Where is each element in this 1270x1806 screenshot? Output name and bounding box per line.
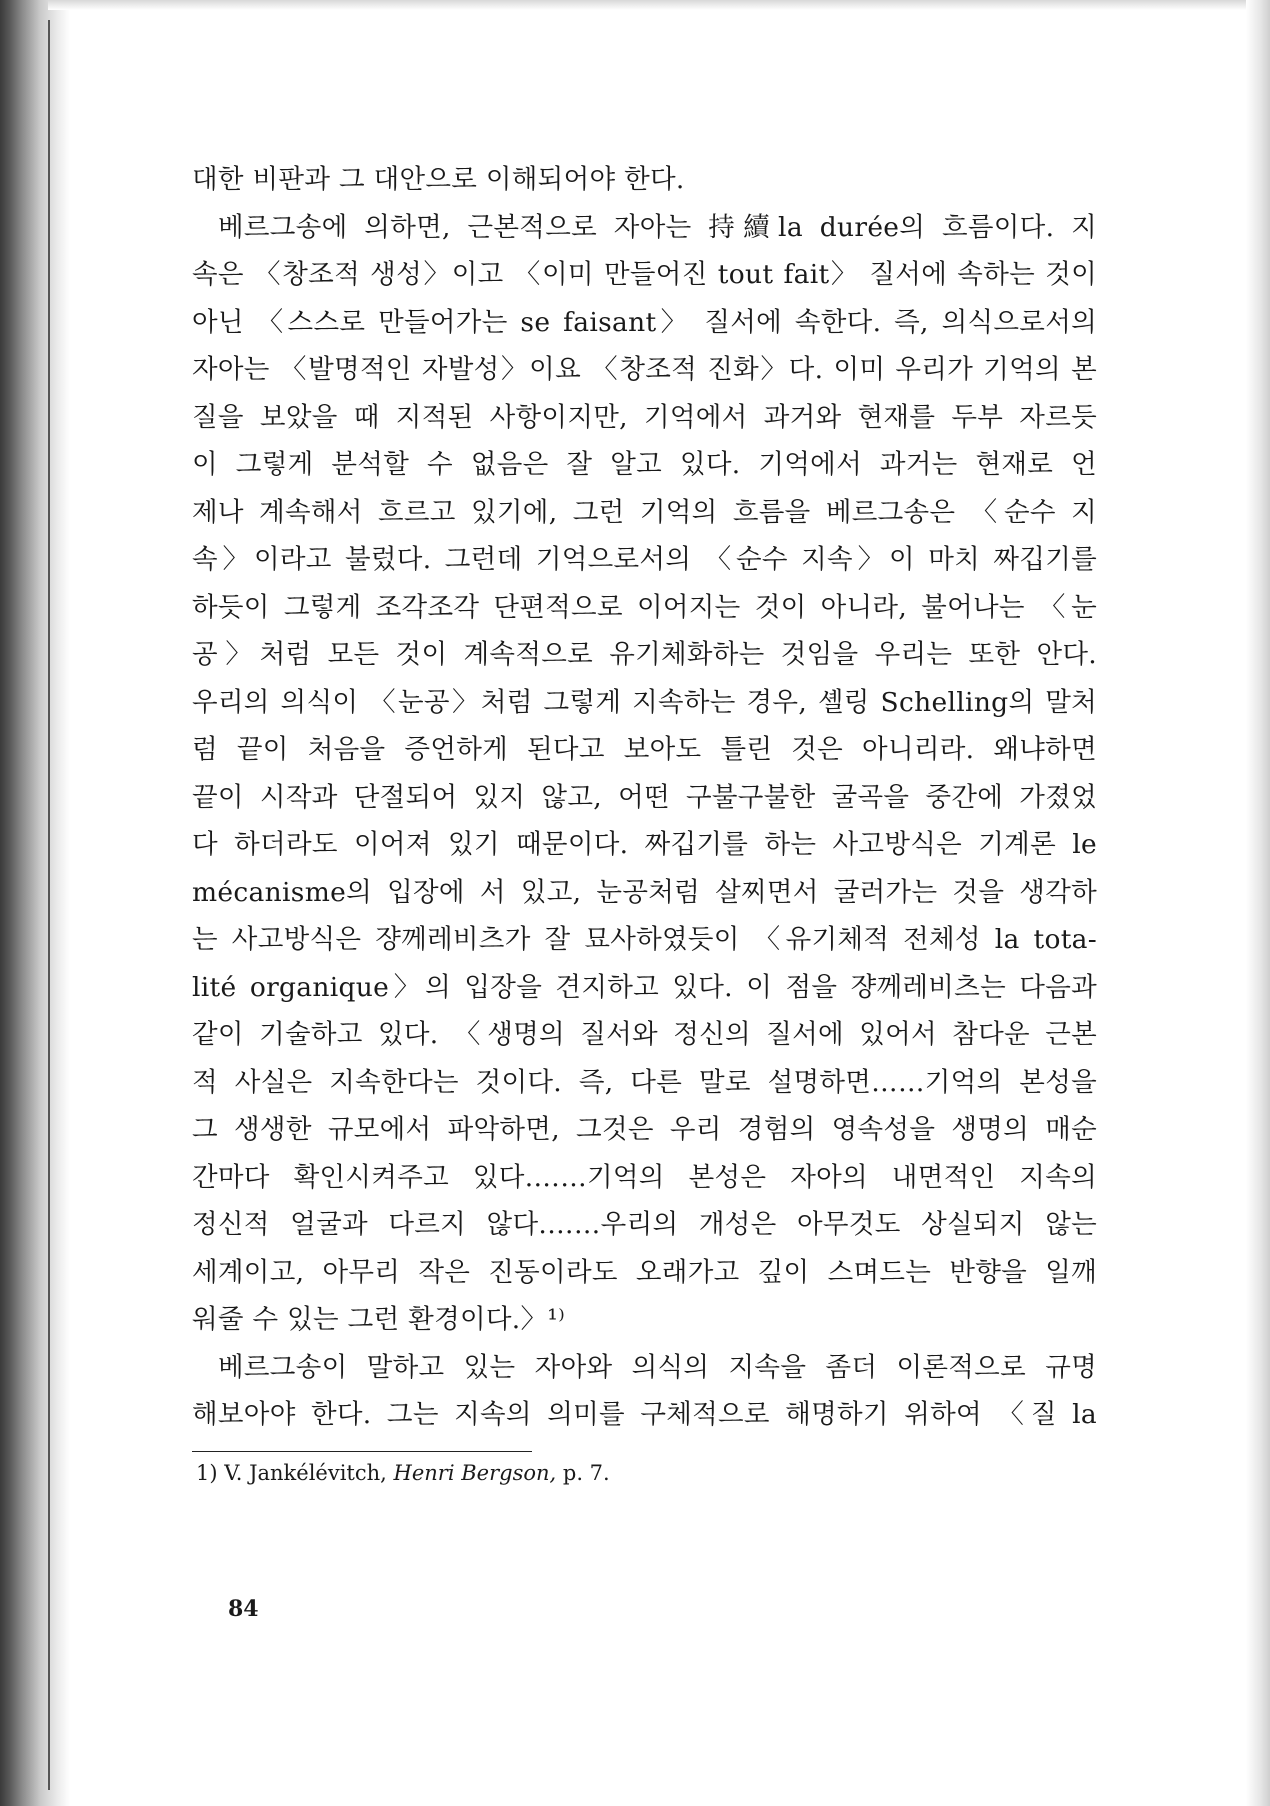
text-line: 세계이고, 아무리 작은 진동이라도 오래가고 깊이 스며드는 반향을 일깨 xyxy=(192,1256,1097,1288)
text-line: 이 그렇게 분석할 수 없음은 잘 알고 있다. 기억에서 과거는 현재로 언 xyxy=(192,449,1097,480)
text-line: 우리의 의식이 〈눈공〉처럼 그렇게 지속하는 경우, 셸링 Schelling의 말처 xyxy=(192,686,1097,718)
page-body xyxy=(192,156,1097,1490)
text-line: 워줄 수 있는 그런 환경이다.〉¹⁾ xyxy=(192,1304,566,1335)
footnote-page: p. 7. xyxy=(562,1460,610,1485)
page-number: 84 xyxy=(228,1596,259,1622)
book-spine-shadow xyxy=(0,0,70,1806)
right-page-shadow xyxy=(1246,0,1270,1806)
text-line: 다 하더라도 이어져 있기 때문이다. 짜깁기를 하는 사고방식은 기계론 le xyxy=(192,829,1097,860)
text-line: 는 사고방식은 쟝께레비츠가 잘 묘사하였듯이 〈유기체적 전체성 la tota- xyxy=(192,924,1097,955)
text-line: 간마다 확인시켜주고 있다.……기억의 본성은 자아의 내면적인 지속의 xyxy=(192,1161,1097,1193)
text-line: 그 생생한 규모에서 파악하면, 그것은 우리 경험의 영속성을 생명의 매순 xyxy=(192,1114,1097,1145)
text-line: 속은 〈창조적 생성〉이고 〈이미 만들어진 tout fait〉 질서에 속하는 것이 xyxy=(192,259,1097,290)
text-line: 하듯이 그렇게 조각조각 단편적으로 이어지는 것이 아니라, 불어나는 〈눈 xyxy=(192,591,1097,623)
text-line: lité organique〉의 입장을 견지하고 있다. 이 점을 쟝께레비츠는 다음과 xyxy=(192,971,1097,1003)
text-line: 끝이 시작과 단절되어 있지 않고, 어떤 구불구불한 굴곡을 중간에 가졌었 xyxy=(192,781,1097,813)
text-line: 해보아야 한다. 그는 지속의 의미를 구체적으로 해명하기 위하여 〈질 la xyxy=(192,1399,1097,1430)
page-edge-line xyxy=(48,20,50,1790)
footnote-title: Henri Bergson, xyxy=(393,1460,557,1485)
text-line: 대한 비판과 그 대안으로 이해되어야 한다. xyxy=(192,164,685,195)
text-line: 적 사실은 지속한다는 것이다. 즉, 다른 말로 설명하면……기억의 본성을 xyxy=(192,1066,1097,1098)
text-line: mécanisme의 입장에 서 있고, 눈공처럼 살찌면서 굴러가는 것을 생각하 xyxy=(192,876,1097,908)
footnote-rule xyxy=(192,1451,532,1452)
text-line: 제나 계속해서 흐르고 있기에, 그런 기억의 흐름을 베르그송은 〈순수 지 xyxy=(192,496,1097,528)
text-line: 베르그송에 의하면, 근본적으로 자아는 持續la durée의 흐름이다. 지 xyxy=(218,211,1097,243)
footnote xyxy=(192,1456,1097,1490)
text-line: 럼 끝이 처음을 증언하게 된다고 보아도 틀린 것은 아니리라. 왜냐하면 xyxy=(192,734,1097,765)
text-line: 정신적 얼굴과 다르지 않다.……우리의 개성은 아무것도 상실되지 않는 xyxy=(192,1209,1097,1240)
text-line: 속〉이라고 불렀다. 그런데 기억으로서의 〈순수 지속〉이 마치 짜깁기를 xyxy=(192,544,1097,575)
footnote-author: V. Jankélévitch, xyxy=(224,1460,387,1485)
text-line: 공〉처럼 모든 것이 계속적으로 유기체화하는 것임을 우리는 또한 안다. xyxy=(192,639,1097,670)
text-line: 같이 기술하고 있다. 〈생명의 질서와 정신의 질서에 있어서 참다운 근본 xyxy=(192,1019,1097,1050)
text-line: 아닌 〈스스로 만들어가는 se faisant〉 질서에 속한다. 즉, 의식으로서의 xyxy=(192,306,1097,338)
text-line: 베르그송이 말하고 있는 자아와 의식의 지속을 좀더 이론적으로 규명 xyxy=(218,1351,1097,1383)
text-line: 자아는 〈발명적인 자발성〉이요 〈창조적 진화〉다. 이미 우리가 기억의 본 xyxy=(192,354,1097,385)
footnote-marker: 1) xyxy=(196,1460,218,1485)
text-line: 질을 보았을 때 지적된 사항이지만, 기억에서 과거와 현재를 두부 자르듯 xyxy=(192,401,1097,433)
top-page-edge xyxy=(48,0,1248,10)
